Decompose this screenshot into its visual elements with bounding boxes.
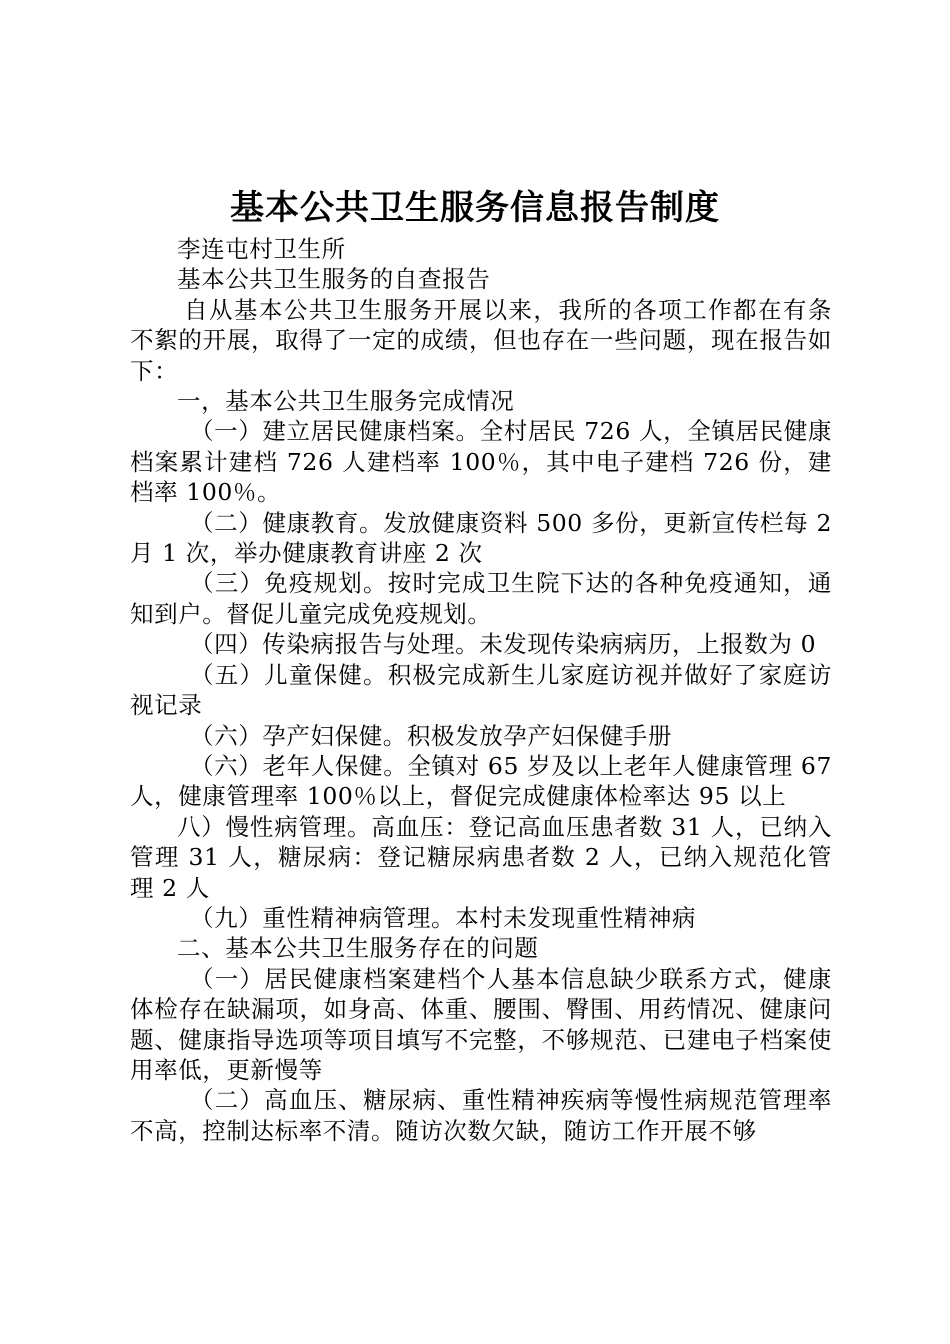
document-body (130, 234, 832, 1146)
body-paragraph: （六）孕产妇保健。积极发放孕产妇保健手册 (190, 721, 672, 750)
body-paragraph: （五）儿童保健。积极完成新生儿家庭访视并做好了家庭访视记录 (130, 660, 832, 720)
body-paragraph: 自从基本公共卫生服务开展以来，我所的各项工作都在有条不絮的开展，取得了一定的成绩，但也存在一些问题，现在报告如下： (130, 295, 832, 385)
body-paragraph: （二）健康教育。发放健康资料 500 多份，更新宣传栏每 2 月 1 次，举办健康教育讲座 2 次 (130, 508, 832, 568)
document-title: 基本公共卫生服务信息报告制度 (230, 188, 720, 228)
body-paragraph: 八）慢性病管理。高血压：登记高血压患者数 31 人，已纳入管理 31 人，糖尿病：登记糖尿病患者数 2 人，已纳入规范化管理 2 人 (130, 812, 832, 902)
body-paragraph: 李连屯村卫生所 (177, 235, 346, 263)
body-paragraph: （一）建立居民健康档案。全村居民 726 人，全镇居民健康档案累计建档 726 人建档率 100％，其中电子建档 726 份，建档率 100％。 (130, 417, 832, 507)
body-paragraph: （二）高血压、糖尿病、重性精神疾病等慢性病规范管理率不高，控制达标率不清。随访次数欠缺，随访工作开展不够 (130, 1086, 832, 1145)
body-paragraph: 一，基本公共卫生服务完成情况 (177, 387, 515, 416)
body-paragraph: 基本公共卫生服务的自查报告 (177, 265, 491, 294)
body-paragraph: （三）免疫规划。按时完成卫生院下达的各种免疫通知，通知到户。督促儿童完成免疫规划。 (130, 569, 832, 628)
body-paragraph: （九）重性精神病管理。本村未发现重性精神病 (190, 903, 697, 932)
body-paragraph: （四）传染病报告与处理。未发现传染病病历，上报数为 0 (190, 630, 817, 659)
body-paragraph: （一）居民健康档案建档个人基本信息缺少联系方式，健康体检存在缺漏项，如身高、体重、腰围、臀围、用药情况、健康问题、健康指导选项等项目填写不完整，不够规范、已建电子档案使用率低，更新慢等 (130, 964, 832, 1084)
body-paragraph: 二、基本公共卫生服务存在的问题 (177, 934, 539, 963)
body-paragraph: （六）老年人保健。全镇对 65 岁及以上老年人健康管理 67 人，健康管理率 100％以上，督促完成健康体检率达 95 以上 (130, 751, 832, 811)
